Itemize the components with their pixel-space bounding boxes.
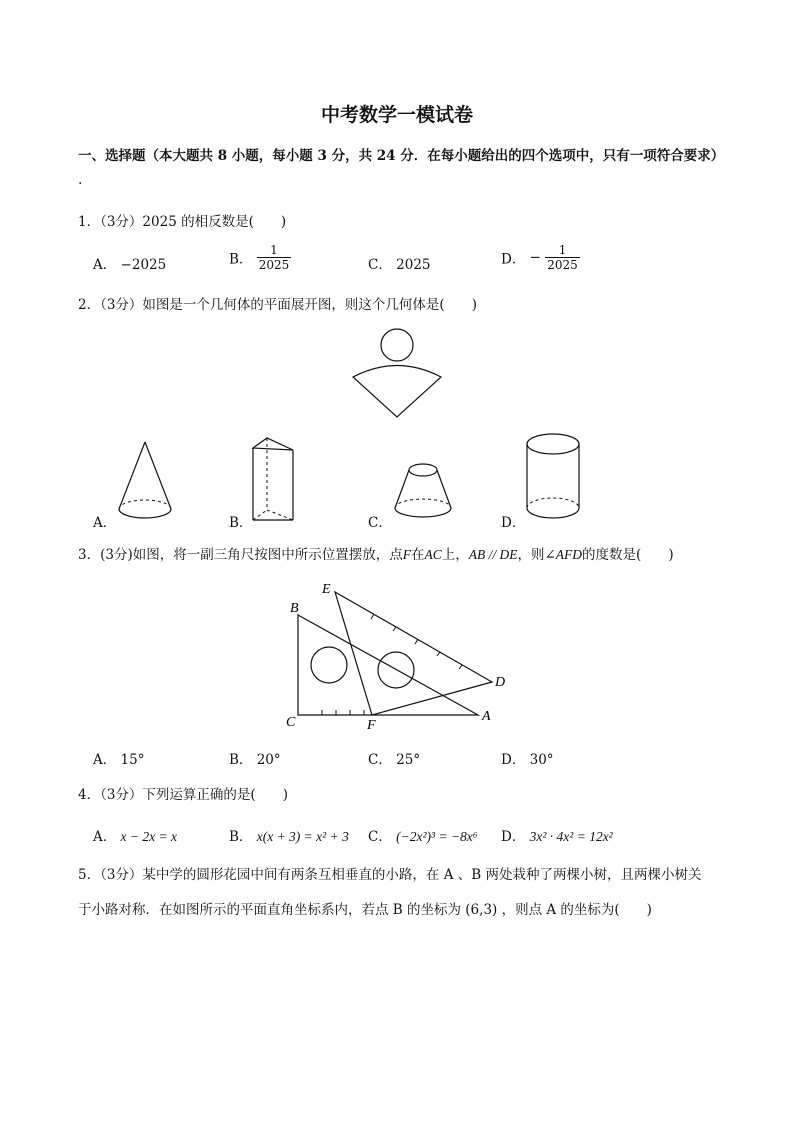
option-key: A． (93, 257, 117, 273)
option-text: (−2x²)³ = −8x⁶ (396, 829, 478, 844)
option-key: C． (368, 752, 392, 768)
option-key: D． (501, 251, 526, 268)
q3-option-b (229, 748, 281, 768)
q2-option-a: A． (93, 515, 117, 531)
option-text: 30° (529, 752, 554, 768)
q4-option-c (368, 825, 477, 845)
cylinder-figure (520, 428, 586, 526)
option-key: B． (229, 251, 253, 268)
fraction-denominator: 2025 (258, 258, 290, 272)
net-figure (345, 326, 455, 421)
option-text: x − 2x = x (120, 829, 177, 844)
option-text: 15° (120, 752, 145, 768)
label-B: B (290, 601, 299, 616)
question-3-stem (78, 543, 674, 563)
label-A: A (482, 709, 491, 724)
option-sign: − (529, 249, 541, 266)
stem-part: 3．(3分)如图，将一副三角尺按图中所示位置摆放，点 (78, 547, 403, 563)
option-text: 20° (256, 752, 281, 768)
q1-option-b (229, 243, 291, 272)
stem-var: AB // DE (468, 547, 518, 562)
fraction-denominator: 2025 (547, 258, 578, 272)
stem-var: F (402, 547, 411, 562)
section-trail: . (78, 172, 83, 188)
label-C: C (286, 715, 296, 730)
net-circle (381, 329, 413, 361)
stem-part: ，则∠ (517, 547, 556, 563)
q2-option-c: C． (368, 515, 392, 531)
option-key: C． (368, 257, 392, 273)
q2-option-d: D． (501, 515, 526, 531)
q3-option-c (368, 748, 420, 768)
fraction (545, 243, 580, 272)
option-text: −2025 (120, 257, 167, 273)
q3-option-d (501, 748, 554, 768)
fraction-numerator: 1 (270, 243, 278, 257)
q4-option-b (229, 825, 349, 845)
option-key: B． (229, 829, 253, 845)
option-key: A． (93, 752, 117, 768)
q4-option-d (501, 825, 613, 845)
triangle-rulers-figure (280, 576, 520, 736)
q3-option-a (93, 748, 144, 768)
stem-var: AFD (555, 547, 583, 562)
option-text: 25° (396, 752, 421, 768)
frustum-figure (388, 458, 458, 528)
label-E: E (322, 582, 331, 597)
stem-part: 在 (410, 547, 425, 563)
q2-option-b: B． (229, 515, 253, 531)
prism-figure (245, 432, 305, 527)
option-text: x(x + 3) = x² + 3 (256, 829, 349, 844)
cone-figure (110, 437, 180, 527)
label-D: D (495, 675, 506, 690)
question-5-line-1: 5．（3分）某中学的圆形花园中间有两条互相垂直的小路，在 A 、B 两处栽种了两棵小树，且两棵小树关 (78, 867, 702, 883)
fraction (257, 243, 292, 272)
question-4-stem: 4．（3分）下列运算正确的是( ) (78, 787, 288, 803)
stem-part: 上， (441, 547, 469, 563)
question-2-stem: 2．（3分）如图是一个几何体的平面展开图，则这个几何体是( ) (78, 297, 477, 313)
question-5-line-2: 于小路对称．在如图所示的平面直角坐标系内，若点 B 的坐标为 (6,3) ，则点 A 的坐标为( ) (78, 902, 652, 918)
option-key: D． (501, 752, 526, 768)
question-1-stem: 1．（3分）2025 的相反数是( ) (78, 214, 287, 230)
option-key: D． (501, 829, 526, 845)
option-key: C． (368, 829, 392, 845)
option-text: 2025 (396, 257, 431, 273)
exam-title: 中考数学一模试卷 (320, 104, 473, 126)
section-heading: 一、选择题（本大题共 8 小题，每小题 3 分，共 24 分．在每小题给出的四个选项中，只有一项符合要求） (78, 148, 725, 164)
q1-option-d (501, 243, 580, 272)
fraction-numerator: 1 (558, 243, 567, 257)
stem-part: 的度数是( ) (582, 547, 674, 563)
q4-option-a (93, 825, 177, 845)
option-text: 3x² · 4x² = 12x² (529, 829, 613, 844)
q1-option-c (368, 253, 431, 273)
q1-option-a (93, 253, 166, 273)
option-key: B． (229, 752, 253, 768)
net-sector (353, 366, 441, 418)
option-key: A． (93, 829, 117, 845)
label-F: F (367, 718, 376, 733)
stem-var: AC (424, 547, 442, 562)
